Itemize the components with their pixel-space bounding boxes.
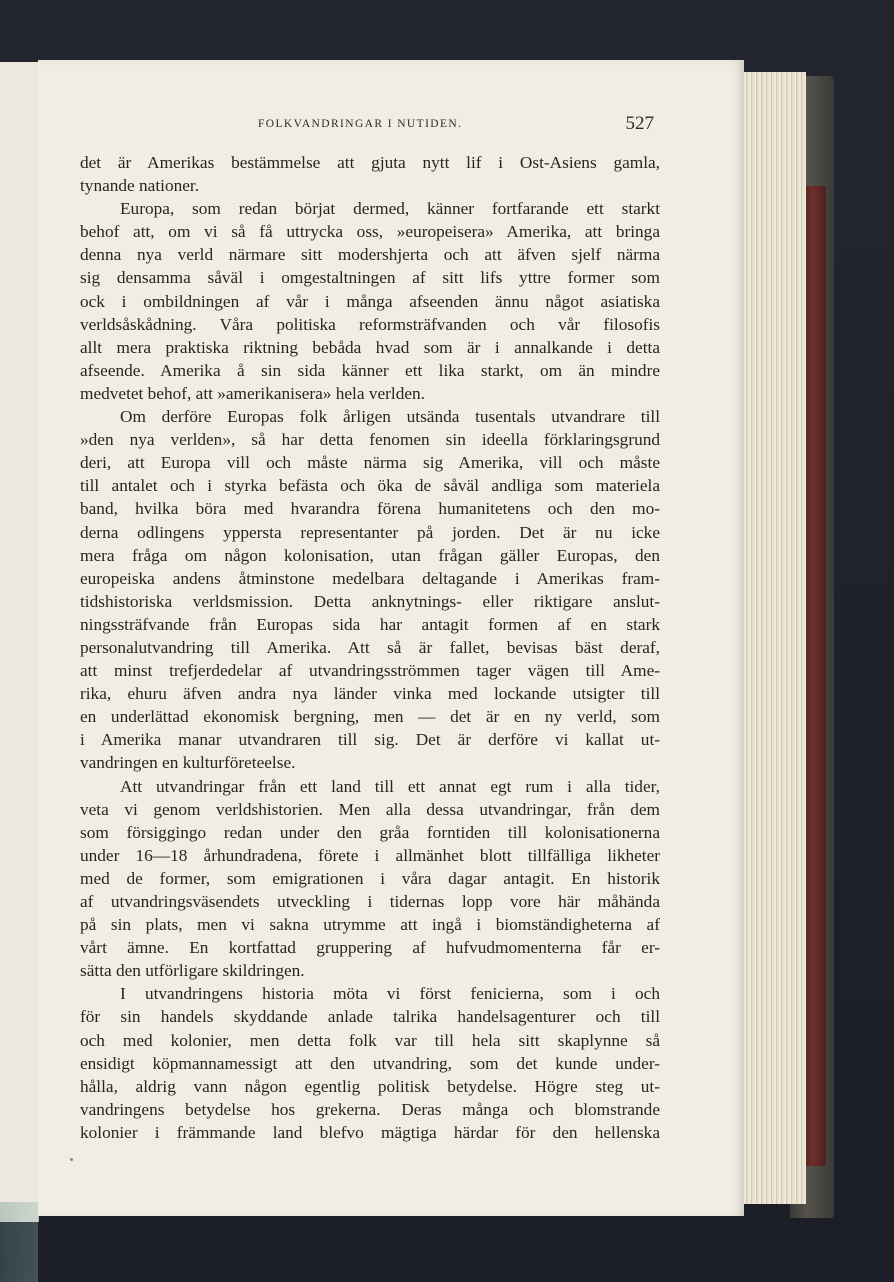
text-line: Europa, som redan börjat dermed, känner fortfarande ett starkt — [120, 199, 660, 219]
body-text — [80, 151, 660, 1144]
text-line: deri, att Europa vill och måste närma sig Amerika, vill och måste — [80, 453, 660, 473]
scan-dot — [70, 1158, 73, 1161]
text-line: det är Amerikas bestämmelse att gjuta nytt lif i Ost-Asiens gamla, — [80, 153, 660, 172]
text-line: behof att, om vi så få uttrycka oss, »europeisera» Amerika, att bringa — [80, 222, 660, 242]
text-line: tynande nationer. — [80, 176, 200, 196]
text-line: att minst trefjerdedelar af utvandringsströmmen tager vägen till Ame- — [80, 661, 660, 681]
text-line: allt mera praktiska riktning bebåda hvad som är i annalkande i detta — [80, 337, 660, 357]
previous-page-edge — [0, 62, 39, 1222]
text-line: med de former, som emigrationen i våra dagar antagit. En historik — [80, 868, 660, 888]
text-line: i Amerika manar utvandraren till sig. Det är derföre vi kallat ut- — [80, 730, 660, 750]
page-stack-edges — [744, 72, 806, 1204]
text-line: sätta den utförligare skildringen. — [80, 961, 305, 981]
page-number: 527 — [625, 113, 654, 134]
text-line: Att utvandringar från ett land till ett annat egt rum i alla tider, — [120, 776, 660, 796]
text-line: på sin plats, men vi sakna utrymme att ingå i biomständigheterna af — [80, 915, 660, 935]
text-line: ensidigt köpmannamessigt att den utvandring, som det kunde under- — [80, 1053, 660, 1073]
text-line: under 16—18 århundradena, förete i allmänhet blott tillfälliga likheter — [80, 845, 660, 865]
text-line: ock i ombildningen af vår i många afseenden ännu något asiatiska — [80, 291, 660, 311]
text-line: I utvandringens historia möta vi först fenicierna, som i och — [120, 984, 660, 1004]
text-line: för sin handels skyddande anlade talrika handelsagenturer och till — [80, 1007, 660, 1027]
text-line: vandringens betydelse hos grekerna. Deras många och blomstrande — [80, 1099, 660, 1119]
text-line: veta vi genom verldshistorien. Men alla dessa utvandringar, från dem — [80, 799, 660, 819]
text-line: kolonier i främmande land blefvo mägtiga härdar för den hellenska — [80, 1122, 660, 1142]
text-line: verldsåskådning. Våra politiska reformsträfvanden och vår filosofis — [80, 314, 660, 334]
text-line: vårt ämne. En kortfattad gruppering af hufvudmomenterna får er- — [80, 938, 660, 958]
text-line: rika, ehuru äfven andra nya länder vinka med lockande utsigter till — [80, 684, 660, 704]
text-line: Om derföre Europas folk årligen utsända tusentals utvandrare till — [120, 407, 660, 427]
text-line: band, hvilka böra med hvarandra förena humanitetens och den mo- — [80, 499, 660, 519]
text-line: sig densamma såväl i omgestaltningen af sitt lifs yttre former som — [80, 268, 660, 288]
running-head: FOLKVANDRINGAR I NUTIDEN. — [258, 118, 463, 130]
text-line: »den nya verlden», så har detta fenomen sin ideella förklaringsgrund — [80, 430, 660, 450]
text-line: en underlättad ekonomisk bergning, men — det är en ny verld, som — [80, 707, 660, 727]
page-edge-stain — [0, 1202, 38, 1282]
text-line: af utvandringsväsendets utveckling i tidernas lopp vore här måhända — [80, 892, 660, 911]
text-line: vandringen en kulturföreteelse. — [80, 753, 296, 773]
text-line: medvetet behof, att »amerikanisera» hela verlden. — [80, 383, 425, 403]
text-line: ningssträfvande från Europas sida har antagit formen af en stark — [80, 614, 660, 634]
text-line: mera fråga om någon kolonisation, utan frågan gäller Europas, den — [80, 545, 660, 565]
text-line: till antalet och i styrka befästa och öka de såväl andliga som materiela — [80, 476, 660, 496]
text-line: som försiggingo redan under den gråa forntiden till kolonisationerna — [80, 822, 660, 842]
text-line: derna odlingens yppersta representanter på jorden. Det är nu icke — [80, 522, 660, 542]
text-line: och med kolonier, men detta folk var till hela sitt skaplynne så — [80, 1030, 660, 1050]
text-line: afseende. Amerika å sin sida känner ett lika starkt, om än mindre — [80, 360, 660, 380]
text-line: europeiska andens åtminstone medelbara deltagande i Amerikas fram- — [80, 568, 660, 588]
text-line: tidshistoriska verldsmission. Detta anknytnings- eller riktigare anslut- — [80, 591, 660, 611]
text-line: personalutvandring till Amerika. Att så är fallet, bevisas bäst deraf, — [80, 637, 660, 657]
text-line: hålla, aldrig vann någon egentlig politisk betydelse. Högre steg ut- — [80, 1076, 660, 1096]
text-line: denna nya verld närmare sitt modershjerta och att äfven sjelf närma — [80, 245, 660, 265]
